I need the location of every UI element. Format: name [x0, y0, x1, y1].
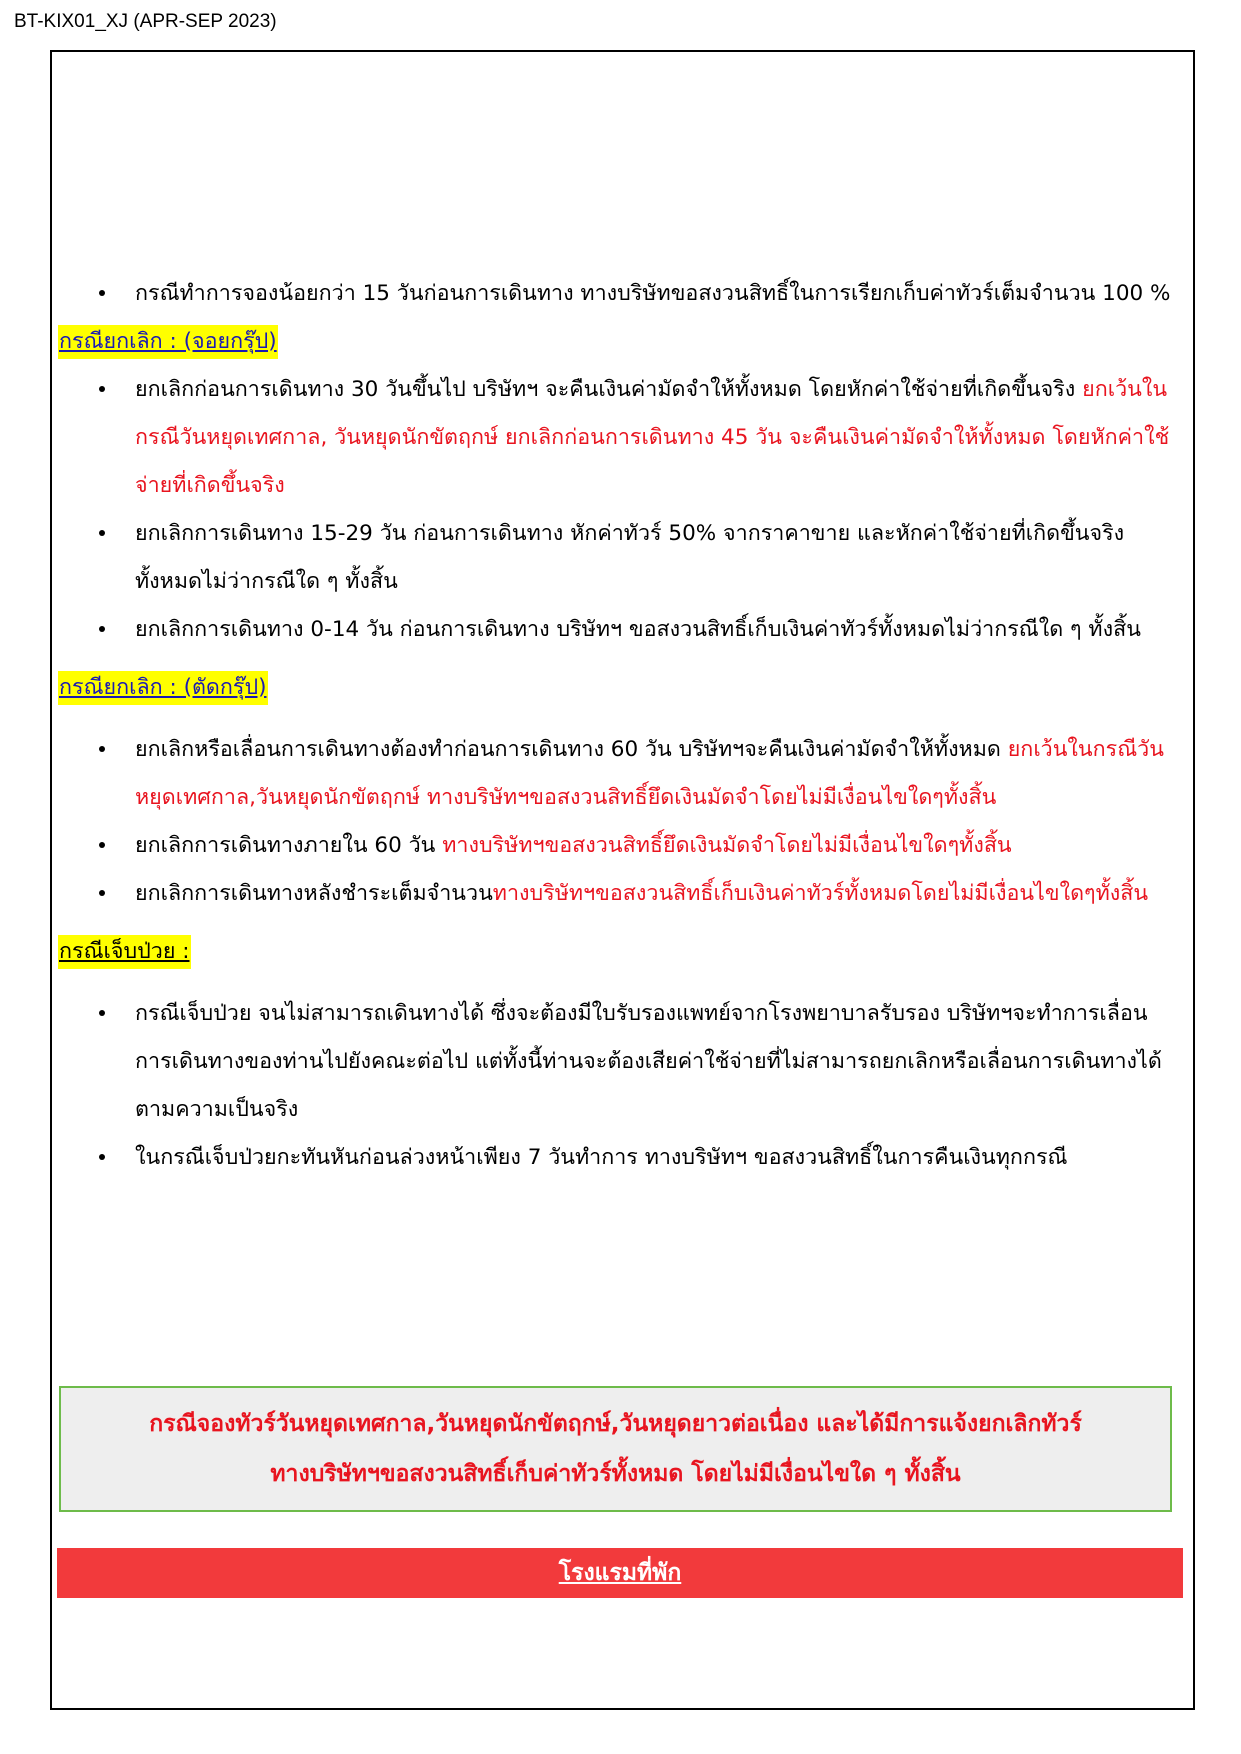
private-cancel-heading: กรณียกเลิก : (ตัดกรุ๊ป): [58, 671, 268, 705]
private-cancel-text: ยกเลิกการเดินทางหลังชำระเต็มจำนวน: [135, 881, 493, 906]
group-cancel-list: [58, 366, 1186, 654]
bullet-icon: [99, 1154, 105, 1160]
private-cancel-text: ยกเลิกหรือเลื่อนการเดินทางต้องทำก่อนการเดินทาง 60 วัน บริษัทฯจะคืนเงินค่ามัดจำให้ทั้งหมด: [135, 737, 1008, 762]
private-cancel-exception: ทางบริษัทฯขอสงวนสิทธิ์ยึดเงินมัดจำโดยไม่มีเงื่อนไขใดๆทั้งสิ้น: [442, 833, 1012, 858]
private-cancel-exception: ยกเว้นในกรณีวันหยุดเทศกาล,วันหยุดนักขัตฤกษ์ ทางบริษัทฯขอสงวนสิทธิ์ยึดเงินมัดจำโดยไม่มีเงื่อนไขใดๆทั้งสิ้น: [135, 737, 1164, 810]
group-cancel-text: ยกเลิกการเดินทาง 15-29 วัน ก่อนการเดินทาง หักค่าทัวร์ 50% จากราคาขาย และหักค่าใช้จ่ายที่เกิดขึ้นจริงทั้งหมดไม่ว่ากรณีใด ๆ ทั้งสิ้น: [135, 521, 1125, 594]
booking-policy-text: กรณีทำการจองน้อยกว่า 15 วันก่อนการเดินทาง ทางบริษัทขอสงวนสิทธิ์ในการเรียกเก็บค่าทัวร์เต็มจำนวน 100 %: [135, 281, 1171, 306]
bullet-icon: [99, 746, 105, 752]
list-item: [58, 726, 1186, 822]
list-item: [58, 990, 1186, 1134]
bullet-icon: [99, 890, 105, 896]
holiday-notice-box: [59, 1386, 1172, 1512]
group-cancel-heading-row: [58, 318, 1186, 366]
illness-text: ในกรณีเจ็บป่วยกะทันหันก่อนล่วงหน้าเพียง 7 วันทำการ ทางบริษัทฯ ขอสงวนสิทธิ์ในการคืนเงินทุกกรณี: [135, 1145, 1068, 1170]
list-item: [58, 366, 1186, 510]
group-cancel-text: ยกเลิกก่อนการเดินทาง 30 วันขึ้นไป บริษัทฯ จะคืนเงินค่ามัดจำให้ทั้งหมด โดยหักค่าใช้จ่ายที่เกิดขึ้นจริง: [135, 377, 1083, 402]
group-cancel-exception: ยกเว้นในกรณีวันหยุดเทศกาล, วันหยุดนักขัตฤกษ์ ยกเลิกก่อนการเดินทาง 45 วัน จะคืนเงินค่ามัดจำให้ทั้งหมด โดยหักค่าใช้จ่ายที่เกิดขึ้นจริง: [135, 377, 1170, 498]
bullet-icon: [99, 290, 105, 296]
terms-content: [58, 270, 1186, 1182]
bullet-icon: [99, 530, 105, 536]
booking-policy-list: [58, 270, 1186, 318]
illness-heading-row: [58, 928, 1186, 976]
list-item: [58, 270, 1186, 318]
group-cancel-heading: กรณียกเลิก : (จอยกรุ๊ป): [58, 325, 278, 359]
hotel-section-bar: [57, 1548, 1183, 1598]
notice-line: ทางบริษัทฯขอสงวนสิทธิ์เก็บค่าทัวร์ทั้งหมด โดยไม่มีเงื่อนไขใด ๆ ทั้งสิ้น: [270, 1461, 961, 1487]
list-item: [58, 1134, 1186, 1182]
illness-text: กรณีเจ็บป่วย จนไม่สามารถเดินทางได้ ซึ่งจะต้องมีใบรับรองแพทย์จากโรงพยาบาลรับรอง บริษัทฯจะทำการเลื่อนการเดินทางของท่านไปยังคณะต่อไป แต่ทั้งนี้ท่านจะต้องเสียค่าใช้จ่ายที่ไม่สามารถยกเลิกหรือเลื่อนการเดินทางได้ตามความเป็นจริง: [135, 1001, 1162, 1122]
document-code: BT-KIX01_XJ (APR-SEP 2023): [14, 11, 277, 32]
bullet-icon: [99, 626, 105, 632]
private-cancel-exception: ทางบริษัทฯขอสงวนสิทธิ์เก็บเงินค่าทัวร์ทั้งหมดโดยไม่มีเงื่อนไขใดๆทั้งสิ้น: [492, 881, 1149, 906]
list-item: [58, 822, 1186, 870]
illness-list: [58, 990, 1186, 1182]
bullet-icon: [99, 1010, 105, 1016]
private-cancel-heading-row: [58, 664, 1186, 712]
list-item: [58, 606, 1186, 654]
list-item: [58, 870, 1186, 918]
bullet-icon: [99, 386, 105, 392]
notice-line: กรณีจองทัวร์วันหยุดเทศกาล,วันหยุดนักขัตฤกษ์,วันหยุดยาวต่อเนื่อง และได้มีการแจ้งยกเลิกทัวร์: [149, 1411, 1082, 1437]
private-cancel-text: ยกเลิกการเดินทางภายใน 60 วัน: [135, 833, 443, 858]
list-item: [58, 510, 1186, 606]
hotel-section-title: โรงแรมที่พัก: [558, 1560, 682, 1586]
illness-heading: กรณีเจ็บป่วย :: [58, 935, 191, 969]
bullet-icon: [99, 842, 105, 848]
group-cancel-text: ยกเลิกการเดินทาง 0-14 วัน ก่อนการเดินทาง บริษัทฯ ขอสงวนสิทธิ์เก็บเงินค่าทัวร์ทั้งหมดไม่ว่ากรณีใด ๆ ทั้งสิ้น: [135, 617, 1141, 642]
private-cancel-list: [58, 726, 1186, 918]
